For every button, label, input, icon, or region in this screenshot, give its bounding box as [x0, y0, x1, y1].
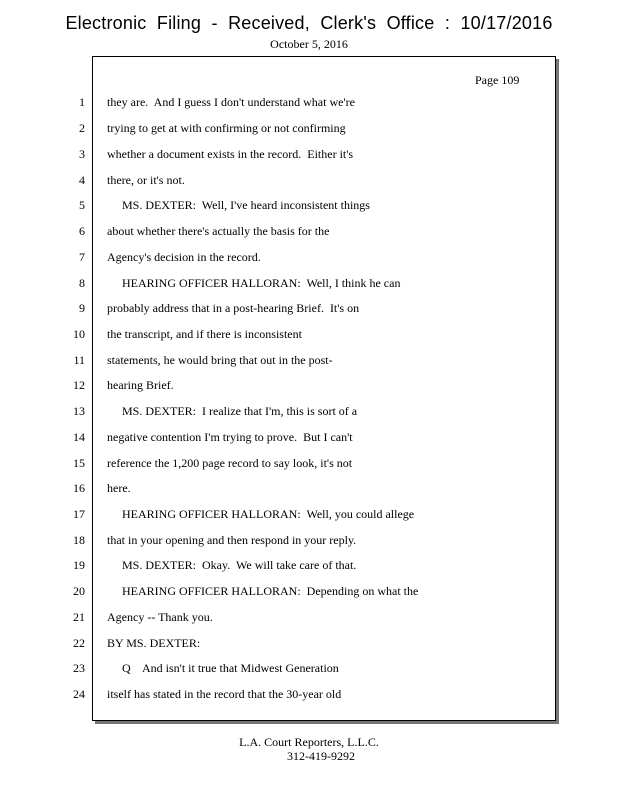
line-number: 11 [73, 353, 85, 367]
reporter-phone: 312-419-9292 [287, 749, 355, 763]
transcript-line: there, or it's not. [107, 173, 185, 187]
transcript-line: Agency's decision in the record. [107, 250, 261, 264]
transcript-line: HEARING OFFICER HALLORAN: Depending on what the [107, 584, 419, 598]
transcript-line: MS. DEXTER: Okay. We will take care of that. [107, 558, 357, 572]
line-number: 16 [73, 481, 85, 495]
line-number: 24 [73, 687, 85, 701]
transcript-line: whether a document exists in the record. Either it's [107, 147, 354, 161]
line-number: 1 [79, 95, 85, 109]
line-number: 10 [73, 327, 85, 341]
line-number: 21 [73, 610, 85, 624]
transcript-line: Agency -- Thank you. [107, 610, 213, 624]
filing-stamp: Electronic Filing - Received, Clerk's Office : 10/17/2016 [65, 13, 553, 33]
transcript-line: here. [107, 481, 131, 495]
transcript-date: October 5, 2016 [270, 37, 348, 51]
line-number: 9 [79, 301, 85, 315]
transcript-line: statements, he would bring that out in the post- [107, 353, 333, 367]
transcript-line: HEARING OFFICER HALLORAN: Well, you could allege [107, 507, 415, 521]
line-number: 19 [73, 558, 85, 572]
line-number: 18 [73, 533, 85, 547]
transcript-line: probably address that in a post-hearing Brief. It's on [107, 301, 360, 315]
transcript-line: they are. And I guess I don't understand what we're [107, 95, 355, 109]
line-number: 22 [73, 636, 85, 650]
line-number: 5 [79, 198, 85, 212]
line-number: 8 [79, 276, 85, 290]
line-number: 4 [79, 173, 85, 187]
line-number: 15 [73, 456, 85, 470]
transcript-line: trying to get at with confirming or not confirming [107, 121, 346, 135]
line-number: 23 [73, 661, 85, 675]
transcript-line: hearing Brief. [107, 378, 174, 392]
transcript-line: itself has stated in the record that the 30-year old [107, 687, 342, 701]
transcript-line: MS. DEXTER: I realize that I'm, this is sort of a [107, 404, 358, 418]
line-number: 7 [79, 250, 85, 264]
reporter-name: L.A. Court Reporters, L.L.C. [239, 735, 379, 749]
transcript-line: MS. DEXTER: Well, I've heard inconsistent things [107, 198, 370, 212]
line-number: 14 [73, 430, 85, 444]
transcript-line: HEARING OFFICER HALLORAN: Well, I think he can [107, 276, 401, 290]
line-number: 6 [79, 224, 85, 238]
line-number: 2 [79, 121, 85, 135]
line-number: 20 [73, 584, 85, 598]
transcript-line: about whether there's actually the basis for the [107, 224, 330, 238]
transcript-line: Q And isn't it true that Midwest Generation [107, 661, 339, 675]
transcript-line: the transcript, and if there is inconsistent [107, 327, 302, 341]
transcript-line: that in your opening and then respond in your reply. [107, 533, 357, 547]
page-number: Page 109 [475, 73, 520, 87]
transcript-line: reference the 1,200 page record to say look, it's not [107, 456, 353, 470]
line-number: 17 [73, 507, 85, 521]
line-number: 13 [73, 404, 85, 418]
transcript-line: BY MS. DEXTER: [107, 636, 201, 650]
line-number: 3 [79, 147, 85, 161]
line-number: 12 [73, 378, 85, 392]
transcript-line: negative contention I'm trying to prove. But I can't [107, 430, 353, 444]
